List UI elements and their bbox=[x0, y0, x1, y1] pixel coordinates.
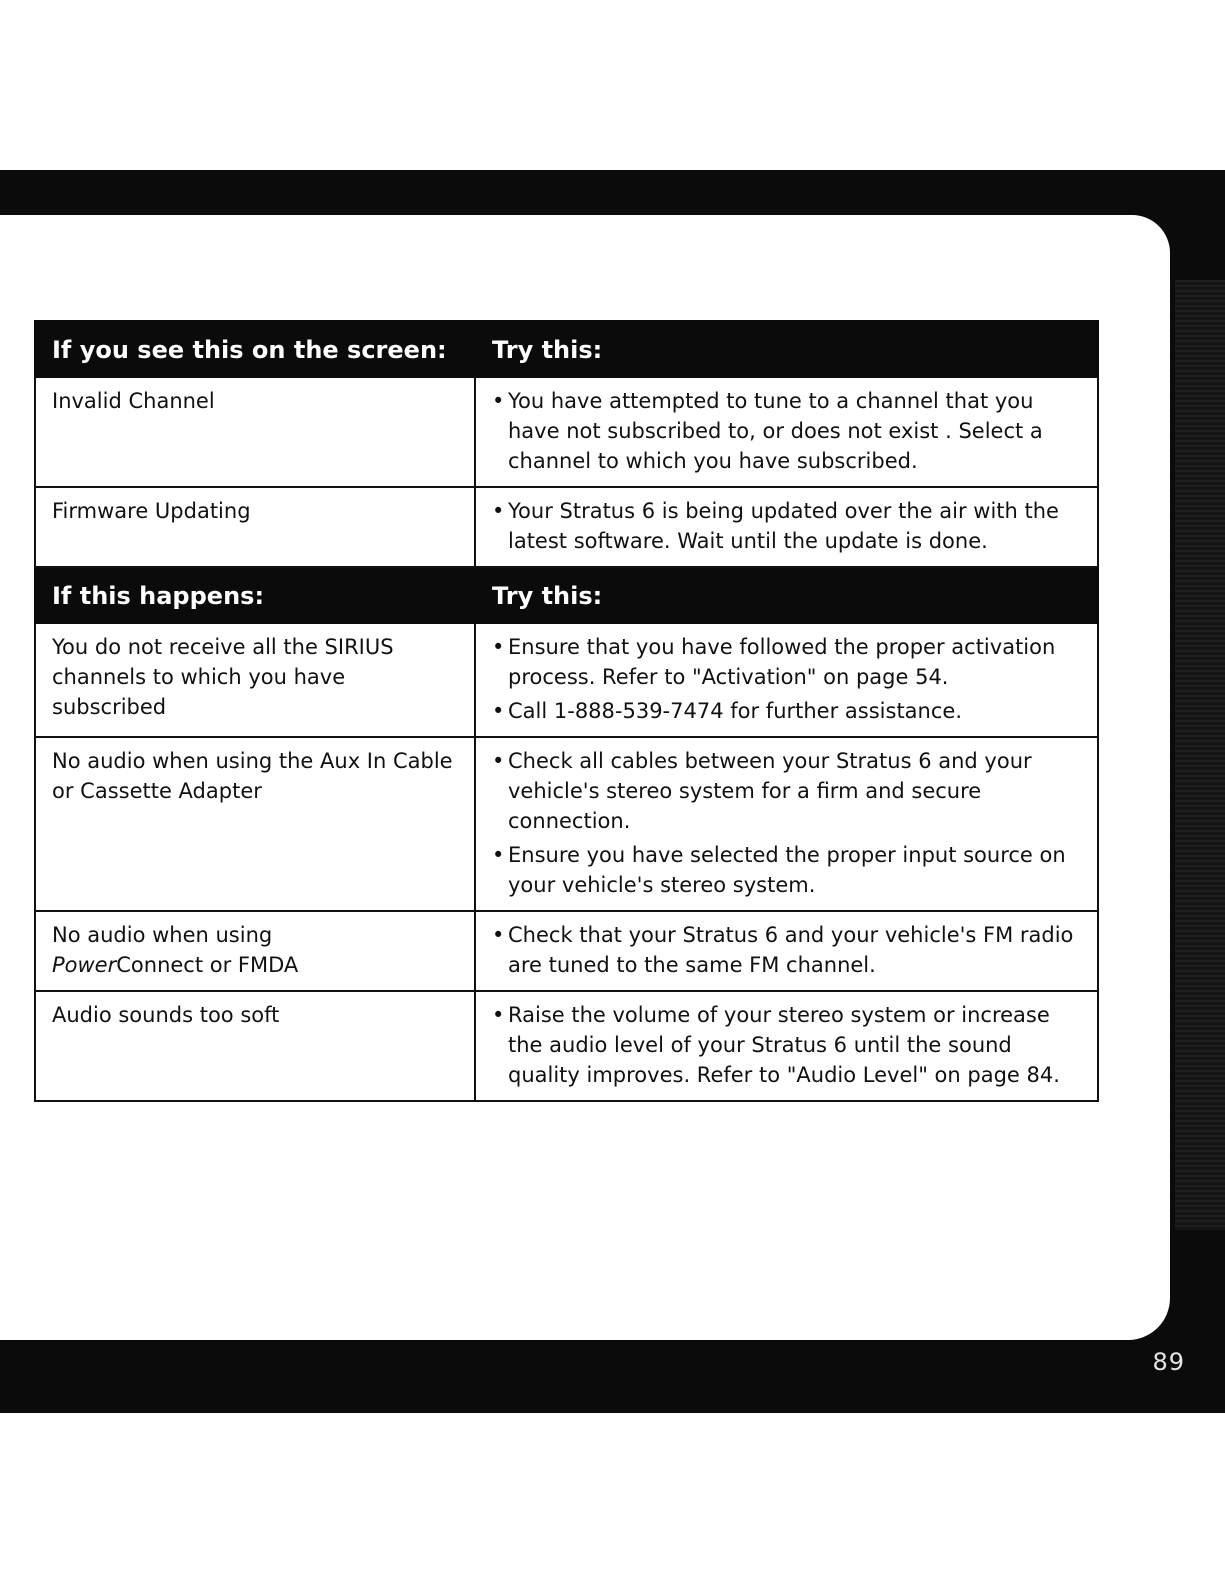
header-solution: Try this: bbox=[475, 321, 1098, 377]
tip-item: • You have attempted to tune to a channel that you have not subscribed to, or does not exist . Select a channel to which you have subscribed. bbox=[492, 386, 1081, 476]
issue-cell: You do not receive all the SIRIUS channels to which you have subscribed bbox=[35, 623, 475, 737]
solution-cell bbox=[475, 991, 1098, 1101]
tip-item: • Ensure that you have followed the proper activation process. Refer to "Activation" on page 54. bbox=[492, 632, 1081, 692]
tip-item: • Check that your Stratus 6 and your vehicle's FM radio are tuned to the same FM channel. bbox=[492, 920, 1081, 980]
issue-cell bbox=[35, 911, 475, 991]
issue-prefix: No audio when using bbox=[52, 923, 273, 947]
page-number: 89 bbox=[1152, 1348, 1185, 1376]
tip-item: • Call 1-888-539-7474 for further assistance. bbox=[492, 696, 1081, 726]
issue-cell: Invalid Channel bbox=[35, 377, 475, 487]
solution-cell bbox=[475, 377, 1098, 487]
tip-list bbox=[492, 746, 1081, 900]
tip-item: • Check all cables between your Stratus 6 and your vehicle's stereo system for a firm and secure connection. bbox=[492, 746, 1081, 836]
issue-cell: No audio when using the Aux In Cable or Cassette Adapter bbox=[35, 737, 475, 911]
tip-list bbox=[492, 632, 1081, 726]
tip-item: • Ensure you have selected the proper input source on your vehicle's stereo system. bbox=[492, 840, 1081, 900]
table-row bbox=[35, 487, 1098, 567]
issue-cell: Firmware Updating bbox=[35, 487, 475, 567]
tip-list bbox=[492, 386, 1081, 476]
tip-list bbox=[492, 496, 1081, 556]
table-row bbox=[35, 991, 1098, 1101]
solution-cell bbox=[475, 487, 1098, 567]
table-header-screen bbox=[35, 321, 1098, 377]
table-header-happens bbox=[35, 567, 1098, 623]
header-issue: If this happens: bbox=[35, 567, 475, 623]
tip-item: • Your Stratus 6 is being updated over the air with the latest software. Wait until the update is done. bbox=[492, 496, 1081, 556]
issue-italic: Power bbox=[52, 953, 117, 977]
header-solution: Try this: bbox=[475, 567, 1098, 623]
issue-rest: Connect or FMDA bbox=[116, 953, 299, 977]
table-row bbox=[35, 737, 1098, 911]
solution-cell bbox=[475, 737, 1098, 911]
table-row bbox=[35, 911, 1098, 991]
issue-cell: Audio sounds too soft bbox=[35, 991, 475, 1101]
table-row bbox=[35, 377, 1098, 487]
tip-item: • Raise the volume of your stereo system or increase the audio level of your Stratus 6 until the sound quality improves. Refer to "Audio Level" on page 84. bbox=[492, 1000, 1081, 1090]
tip-list bbox=[492, 920, 1081, 980]
table-row bbox=[35, 623, 1098, 737]
troubleshooting-table bbox=[34, 320, 1099, 1102]
tip-list bbox=[492, 1000, 1081, 1090]
header-issue: If you see this on the screen: bbox=[35, 321, 475, 377]
scan-edge bbox=[1175, 280, 1225, 1230]
solution-cell bbox=[475, 911, 1098, 991]
solution-cell bbox=[475, 623, 1098, 737]
